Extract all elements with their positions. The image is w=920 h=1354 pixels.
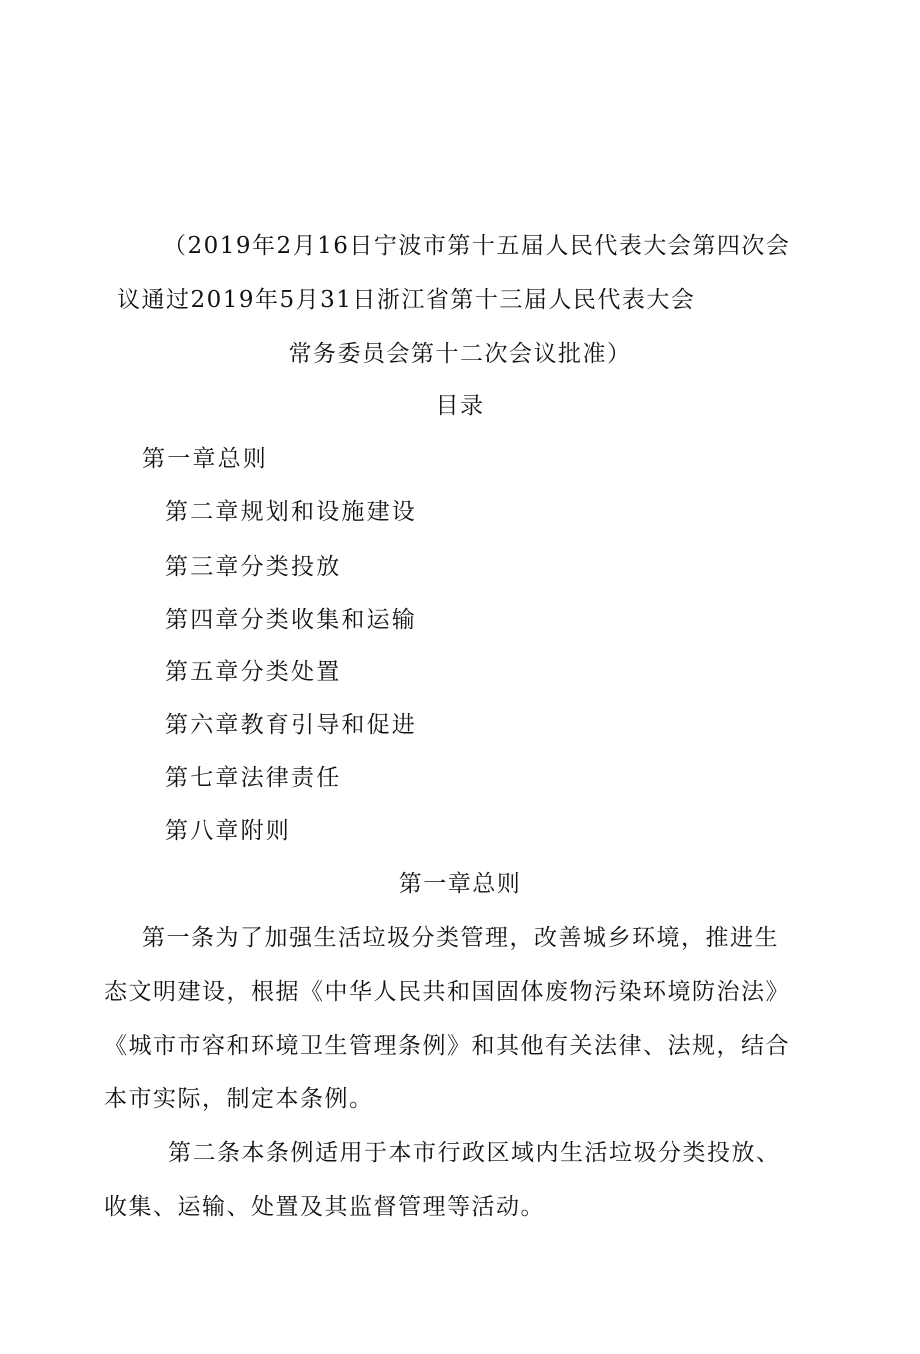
- adoption-note-line-3: 常务委员会第十二次会议批准）: [288, 341, 632, 367]
- article-1-line-1: 第一条为了加强生活垃圾分类管理，改善城乡环境，推进生: [142, 925, 779, 951]
- article-1-line-2: 态文明建设，根据《中华人民共和国固体废物污染环境防治法》: [104, 979, 790, 1005]
- toc-item-4: 第四章分类收集和运输: [165, 607, 417, 633]
- article-1-line-3: 《城市市容和环境卫生管理条例》和其他有关法律、法规，结合: [104, 1033, 790, 1059]
- adoption-note-line-1: （2019年2月16日宁波市第十五届人民代表大会第四次会: [163, 233, 791, 259]
- chapter-heading: 第一章总则: [398, 871, 522, 897]
- adoption-note-line-2: 议通过2019年5月31日浙江省第十三届人民代表大会: [117, 287, 696, 313]
- article-2-line-1: 第二条本条例适用于本市行政区域内生活垃圾分类投放、: [168, 1140, 781, 1166]
- toc-item-7: 第七章法律责任: [165, 765, 342, 791]
- toc-item-5: 第五章分类处置: [165, 659, 342, 685]
- toc-item-3: 第三章分类投放: [165, 554, 342, 580]
- article-2-line-2: 收集、运输、处置及其监督管理等活动。: [104, 1194, 545, 1220]
- toc-title: 目录: [435, 393, 485, 419]
- toc-item-2: 第二章规划和设施建设: [165, 499, 417, 525]
- toc-item-6: 第六章教育引导和促进: [165, 712, 417, 738]
- article-1-line-4: 本市实际，制定本条例。: [104, 1086, 374, 1112]
- toc-item-8: 第八章附则: [165, 818, 291, 844]
- toc-item-1: 第一章总则: [142, 446, 268, 472]
